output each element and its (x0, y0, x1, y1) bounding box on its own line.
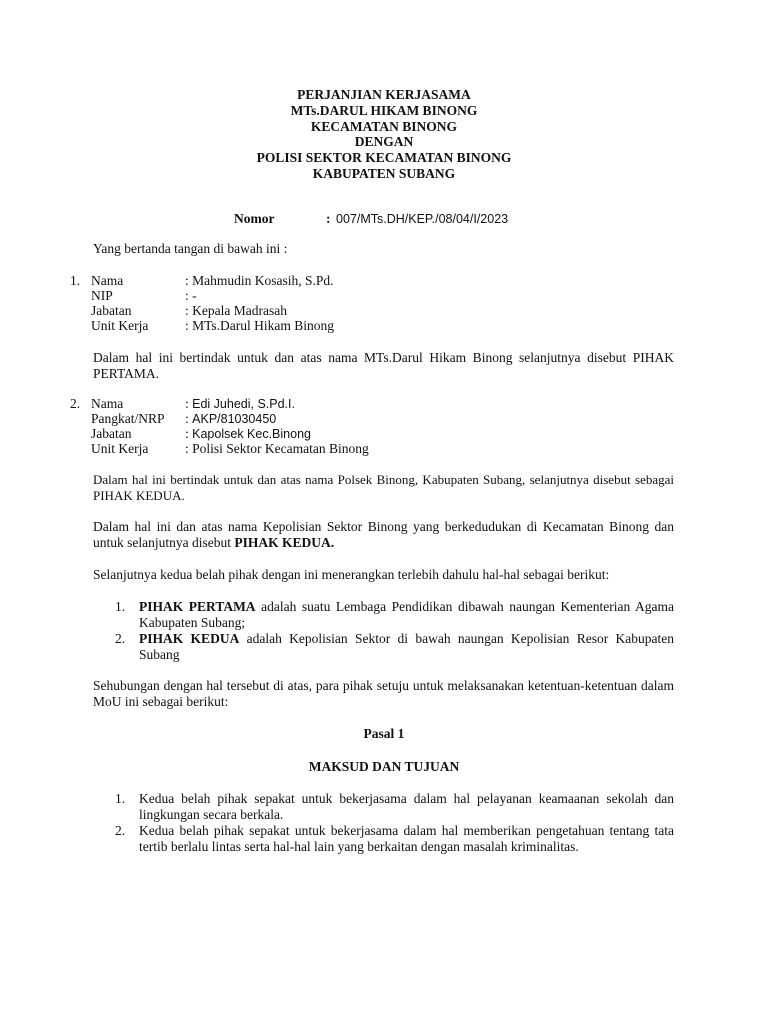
party2-value-row (185, 411, 276, 427)
paragraph-kepolisian (93, 519, 674, 551)
party1-value: : Mahmudin Kosasih, S.Pd. (185, 273, 334, 288)
title-line: KABUPATEN SUBANG (312, 165, 456, 181)
paragraph-selanjutnya: Selanjutnya kedua belah pihak dengan ini menerangkan terlebih dahulu hal-hal sebagai berikut: (93, 567, 610, 582)
document-title (0, 87, 768, 182)
list-number: 1. (115, 599, 126, 614)
list-number: 2. (115, 823, 126, 838)
paragraph-bold: PIHAK KEDUA. (234, 535, 335, 550)
party1-label: NIP (91, 288, 113, 303)
party2-value-row (185, 441, 369, 457)
party2-label: Unit Kerja (91, 441, 149, 456)
list-item (139, 599, 674, 631)
nomor-label: Nomor (234, 211, 275, 226)
list-number: 2. (115, 631, 126, 646)
party2-value: Polisi Sektor Kecamatan Binong (192, 441, 369, 456)
section-title: MAKSUD DAN TUJUAN (308, 759, 460, 774)
party2-colon: : (185, 411, 193, 426)
nomor-colon: : (326, 211, 331, 226)
intro-text: Yang bertanda tangan di bawah ini : (93, 241, 288, 256)
party1-statement: Dalam hal ini bertindak untuk dan atas nama MTs.Darul Hikam Binong selanjutnya disebut PIHAK PERTAMA. (93, 350, 674, 381)
party2-label: Jabatan (91, 426, 132, 441)
list-item: Kedua belah pihak sepakat untuk bekerjasama dalam hal pelayanan keamaanan sekolah dan lingkungan secara berkala. (139, 791, 674, 822)
title-line: DENGAN (354, 134, 414, 150)
party1-number: 1. (70, 273, 81, 288)
list-item (139, 631, 674, 663)
list-item-bold: PIHAK PERTAMA (139, 599, 256, 614)
party2-colon: : (185, 396, 193, 411)
party1-label: Nama (91, 273, 124, 288)
party2-value: Edi Juhedi, S.Pd.I. (192, 397, 295, 411)
party2-label: Pangkat/NRP (91, 411, 165, 426)
party1-value: : MTs.Darul Hikam Binong (185, 318, 335, 333)
list-item-text: adalah Kepolisian Sektor di bawah naungan Kepolisian Resor Kabupaten Subang (139, 631, 675, 662)
party2-value: Kapolsek Kec.Binong (192, 427, 311, 441)
party1-value: : - (185, 288, 197, 303)
party2-colon: : (185, 426, 193, 441)
title-line: MTs.DARUL HIKAM BINONG (290, 102, 478, 118)
title-line: POLISI SEKTOR KECAMATAN BINONG (256, 150, 512, 166)
nomor-value: 007/MTs.DH/KEP./08/04/I/2023 (336, 212, 509, 226)
title-line: KECAMATAN BINONG (310, 118, 458, 134)
list-number: 1. (115, 791, 126, 806)
party2-label: Nama (91, 396, 124, 411)
title-line: PERJANJIAN KERJASAMA (297, 87, 471, 102)
paragraph-text: Dalam hal ini dan atas nama Kepolisian Sektor Binong yang berkedudukan di Kecamatan Binong dan untuk selanjutnya disebut (93, 519, 674, 550)
party2-value: AKP/81030450 (192, 412, 277, 426)
list-item-text: adalah suatu Lembaga Pendidikan dibawah naungan Kementerian Agama Kabupaten Subang; (139, 599, 674, 630)
paragraph-sehubungan: Sehubungan dengan hal tersebut di atas, para pihak setuju untuk melaksanakan ketentuan-ketentuan dalam MoU ini sebagai berikut: (93, 678, 674, 709)
party2-colon: : (185, 441, 193, 456)
party2-value-row (185, 426, 311, 442)
party2-value-row (185, 396, 295, 412)
party2-number: 2. (70, 396, 81, 411)
party1-label: Jabatan (91, 303, 132, 318)
list-item-bold: PIHAK KEDUA (139, 631, 240, 646)
party2-statement: Dalam hal ini bertindak untuk dan atas nama Polsek Binong, Kabupaten Subang, selanjutnya disebut sebagai PIHAK KEDUA. (93, 472, 674, 503)
party1-value: : Kepala Madrasah (185, 303, 287, 318)
pasal-heading: Pasal 1 (363, 726, 405, 741)
party1-label: Unit Kerja (91, 318, 149, 333)
list-item: Kedua belah pihak sepakat untuk bekerjasama dalam hal memberikan pengetahuan tentang tata tertib berlalu lintas serta hal-hal lain yang berkaitan dengan masalah kriminalitas. (139, 823, 674, 854)
